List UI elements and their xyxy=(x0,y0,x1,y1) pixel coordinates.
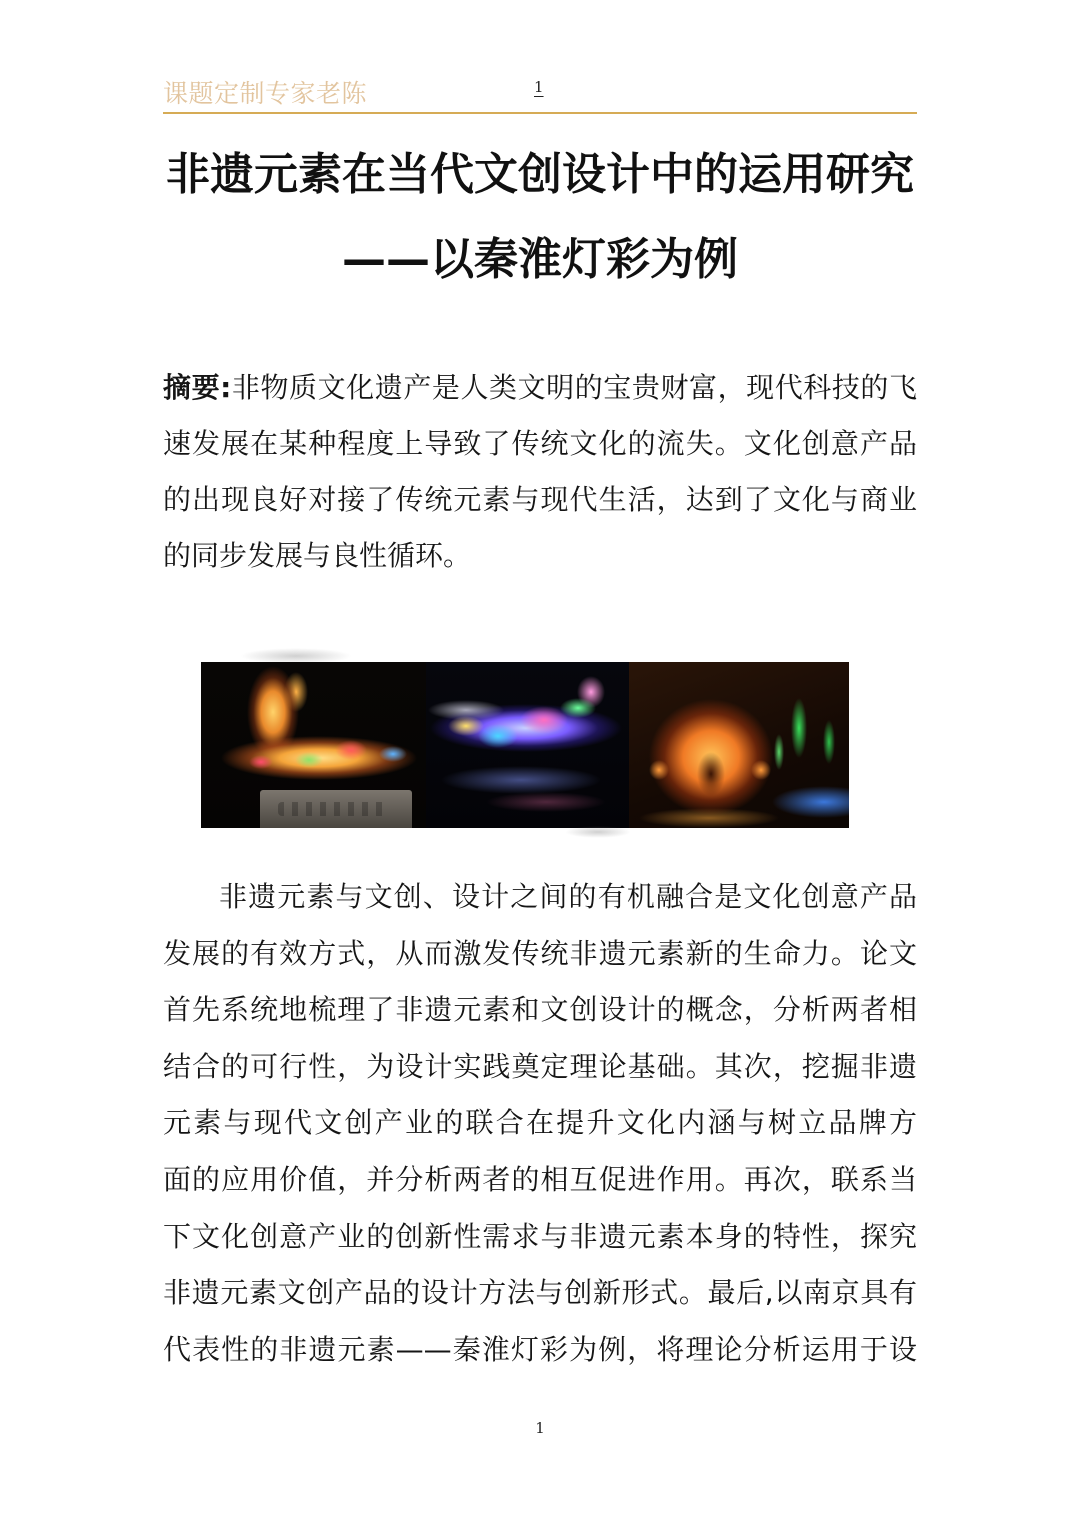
body-line: 首先系统地梳理了非遗元素和文创设计的概念，分析两者相 xyxy=(163,993,917,1027)
abstract-line: 的同步发展与良性循环。 xyxy=(163,539,472,572)
running-header-title: 课题定制专家老陈 xyxy=(163,79,368,108)
abstract-line: 的出现良好对接了传统元素与现代生活，达到了文化与商业 xyxy=(163,483,917,516)
body-line: 非遗元素文创产品的设计方法与创新形式。最后,以南京具有 xyxy=(163,1276,917,1310)
lantern-photo-collage xyxy=(201,662,849,828)
lantern-photo-dragon xyxy=(426,662,629,828)
lantern-photo-arch xyxy=(629,662,849,828)
body-paragraph xyxy=(163,869,917,1378)
stone-sign xyxy=(260,790,412,828)
abstract xyxy=(163,360,917,584)
abstract-line: 速发展在某种程度上导致了传统文化的流失。文化创意产品 xyxy=(163,427,917,460)
header-page-number: 1 xyxy=(534,78,544,96)
body-line: 元素与现代文创产业的联合在提升文化内涵与树立品牌方 xyxy=(163,1106,917,1140)
header-divider xyxy=(163,112,917,114)
body-line: 下文化创意产业的创新性需求与非遗元素本身的特性，探究 xyxy=(163,1219,917,1253)
body-line: 结合的可行性，为设计实践奠定理论基础。其次，挖掘非遗 xyxy=(163,1049,917,1083)
document-subtitle: ——以秦淮灯彩为例 xyxy=(342,234,738,285)
scan-artifact xyxy=(565,826,631,838)
body-line: 面的应用价值，并分析两者的相互促进作用。再次，联系当 xyxy=(163,1162,917,1196)
abstract-label: 摘要: xyxy=(163,371,232,404)
body-line: 非遗元素与文创、设计之间的有机融合是文化创意产品 xyxy=(219,880,917,913)
body-line: 代表性的非遗元素——秦淮灯彩为例，将理论分析运用于设 xyxy=(163,1332,917,1366)
abstract-text: 非物质文化遗产是人类文明的宝贵财富，现代科技的飞 xyxy=(231,371,917,404)
lantern-photo-phoenix xyxy=(201,662,426,828)
footer-page-number: 1 xyxy=(535,1419,545,1437)
document-title: 非遗元素在当代文创设计中的运用研究 xyxy=(166,149,914,200)
body-line: 发展的有效方式，从而激发传统非遗元素新的生命力。论文 xyxy=(163,936,917,970)
abstract-line xyxy=(163,360,917,416)
